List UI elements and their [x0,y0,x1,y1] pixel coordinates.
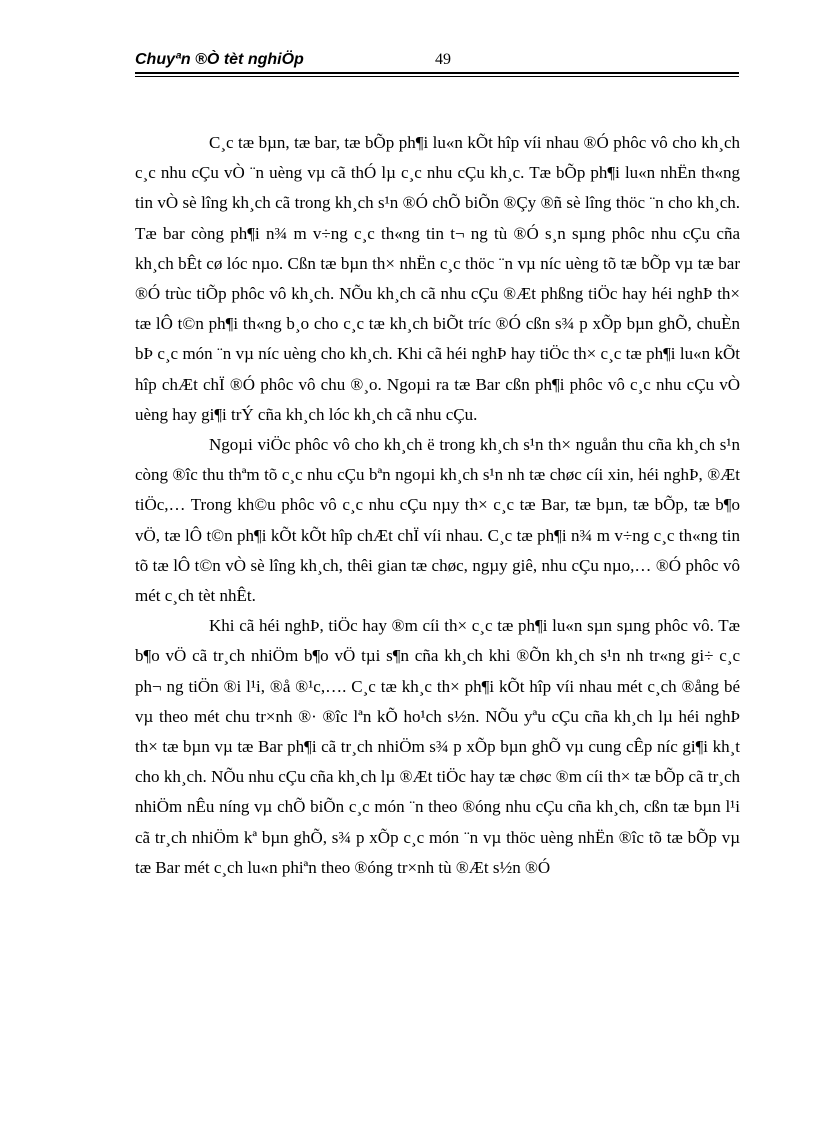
paragraph-2: Ngoµi viÖc phôc vô cho kh¸ch ë trong kh¸ch s¹n th× nguån thu cña kh¸ch s¹n còng ®îc thu thªm tõ c¸c nhu cÇu bªn ngoµi kh¸ch s¹n nh tæ chøc cíi xin, héi nghÞ, ®Æt tiÖc,… Trong kh©u phôc vô c¸c nhu cÇu nµy th× c¸c tæ Bar, tæ bµn, tæ bÕp, tæ b¶o vÖ, tæ lÔ t©n ph¶i kÕt kÕt hîp chÆt chÏ víi nhau. C¸c tæ ph¶i n¾ m v÷ng c¸c th«ng tin tõ tæ lÔ t©n vÒ sè lîng kh¸ch, thêi gian tæ chøc, ngµy giê, nhu cÇu nµo,… ®Ó phôc vô mét c¸ch tèt nhÊt. [135,435,740,606]
header-rule-thick [135,72,739,74]
paragraph-3: Khi cã héi nghÞ, tiÖc hay ®m cíi th× c¸c tæ ph¶i lu«n sµn sµng phôc vô. Tæ b¶o vÖ cã tr¸ch nhiÖm b¶o vÖ tµi s¶n cña kh¸ch khi ®Õn kh¸ch s¹n nh tr«ng gi÷ c¸c ph¬ ng tiÖn ®i l¹i, ®å ®¹c,…. C¸c tæ kh¸c th× ph¶i kÕt hîp víi nhau mét c¸ch ®ång bé vµ theo mét chu tr×nh ®· ®îc lªn kÕ ho¹ch s½n. NÕu yªu cÇu cña kh¸ch lµ héi nghÞ th× tæ bµn vµ tæ Bar ph¶i cã tr¸ch nhiÖm s¾ p xÕp bµn ghÕ vµ cung cÊp níc gi¶i kh¸t cho kh¸ch. NÕu nhu cÇu cña kh¸ch lµ ®Æt tiÖc hay tæ chøc ®m cíi th× tæ bÕp cã tr¸ch nhiÖm nÊu níng vµ chÕ biÕn c¸c món ¨n theo ®óng nhu cÇu cña kh¸ch, cßn tæ bµn l¹i cã tr¸ch nhiÖm kª bµn ghÕ, s¾ p xÕp c¸c món ¨n vµ thöc uèng nhËn ®îc tõ tæ bÕp vµ tæ Bar mét c¸ch lu«n phiªn theo ®óng tr×nh tù ®Æt s½n ®Ó [135,616,740,877]
page-number: 49 [435,51,451,68]
body-text [135,128,740,883]
header-rule-thin [135,76,739,77]
paragraph-1: C¸c tæ bµn, tæ bar, tæ bÕp ph¶i lu«n kÕt hîp víi nhau ®Ó phôc vô cho kh¸ch c¸c nhu cÇu vÒ ¨n uèng vµ cã thÓ lµ c¸c nhu cÇu kh¸c. Tæ bÕp ph¶i lu«n nhËn th«ng tin vÒ sè lîng kh¸ch cã trong kh¸ch s¹n ®Ó chÕ biÕn ®Çy ®ñ sè lîng thöc ¨n cho kh¸ch. Tæ bar còng ph¶i n¾ m v÷ng c¸c th«ng tin t¬ ng tù ®Ó s¸n sµng phôc nhu cÇu cña kh¸ch bÊt cø lóc nµo. Cßn tæ bµn th× nhËn c¸c thöc ¨n vµ níc uèng tõ tæ bÕp vµ tæ bar ®Ó trùc tiÕp phôc vô kh¸ch. NÕu kh¸ch cã nhu cÇu ®Æt phßng tiÖc hay héi nghÞ th× tæ lÔ t©n ph¶i th«ng b¸o cho c¸c tæ kh¸ch biÕt tríc ®Ó cßn s¾ p xÕp bµn ghÕ, chuÈn bÞ c¸c món ¨n vµ níc uèng cho kh¸ch. Khi cã héi nghÞ hay tiÖc th× c¸c tæ ph¶i lu«n kÕt hîp chÆt chÏ ®Ó phôc vô chu ®¸o. Ngoµi ra tæ Bar cßn ph¶i phôc vô c¸c nhu cÇu vÒ uèng hay gi¶i trÝ cña kh¸ch lóc kh¸ch cã nhu cÇu. [135,133,740,424]
header-title: Chuyªn ®Ò tèt nghiÖp [135,51,304,68]
